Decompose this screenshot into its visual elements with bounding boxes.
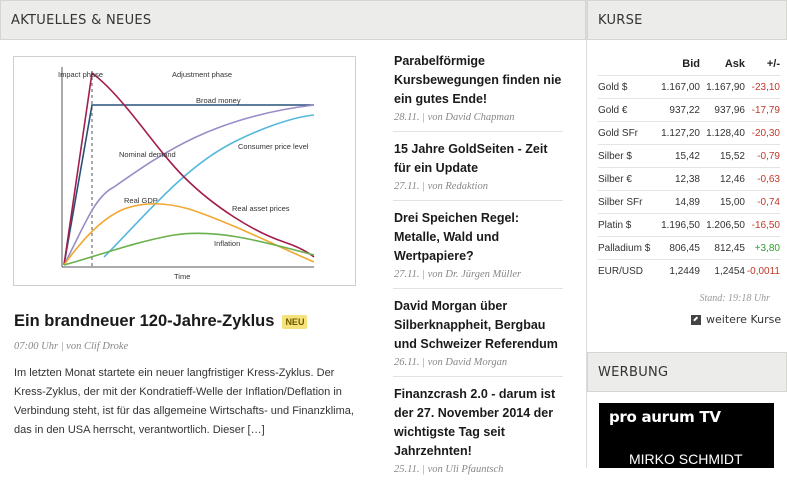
news-meta: 25.11. | von Uli Pfauntsch bbox=[394, 464, 504, 475]
featured-title[interactable]: Ein brandneuer 120-Jahre-Zyklus bbox=[14, 312, 275, 330]
news-title-link[interactable]: 15 Jahre GoldSeiten - Zeit für ein Update bbox=[394, 142, 548, 175]
header-change: +/- bbox=[766, 58, 780, 70]
ask: 937,96 bbox=[714, 104, 745, 116]
ask: 15,52 bbox=[719, 150, 745, 162]
bid: 1,2449 bbox=[669, 265, 700, 277]
change: -20,30 bbox=[751, 127, 780, 139]
ask: 1.167,90 bbox=[706, 81, 745, 93]
news-title-link[interactable]: Drei Speichen Regel: Metalle, Wald und Wertpapiere? bbox=[394, 211, 520, 263]
change: -17,79 bbox=[751, 104, 780, 116]
change: -0,79 bbox=[757, 150, 780, 162]
label-impact: Impact phase bbox=[58, 70, 104, 79]
bid: 15,42 bbox=[674, 150, 700, 162]
news-item bbox=[393, 201, 563, 289]
price-table bbox=[598, 53, 780, 282]
ad-brand: pro aurum TV bbox=[609, 408, 721, 426]
price-row[interactable] bbox=[598, 213, 780, 236]
price-table-header bbox=[598, 53, 780, 75]
bid: 1.196,50 bbox=[661, 219, 700, 231]
label-time: Time bbox=[174, 272, 191, 281]
news-meta: 28.11. | von David Chapman bbox=[394, 112, 515, 123]
news-meta: 26.11. | von David Morgan bbox=[394, 357, 508, 368]
news-item bbox=[393, 44, 563, 132]
change: -0,74 bbox=[757, 196, 780, 208]
ad-banner[interactable] bbox=[599, 403, 774, 468]
bid: 14,89 bbox=[674, 196, 700, 208]
asset-name: Platin $ bbox=[598, 219, 632, 231]
news-title-link[interactable]: Parabelförmige Kursbewegungen finden nie ein gutes Ende! bbox=[394, 54, 562, 106]
news-title-link[interactable]: David Morgan über Silberknappheit, Bergbau und Schweizer Referendum bbox=[394, 299, 558, 351]
ask: 12,46 bbox=[719, 173, 745, 185]
bid: 806,45 bbox=[669, 242, 700, 254]
label-real-asset: Real asset prices bbox=[232, 204, 290, 213]
panel-title: AKTUELLES & NEUES bbox=[0, 0, 586, 40]
external-link-icon bbox=[691, 315, 701, 325]
news-item bbox=[393, 377, 563, 483]
price-row[interactable] bbox=[598, 98, 780, 121]
more-prices-link[interactable] bbox=[691, 313, 781, 326]
header-ask: Ask bbox=[724, 58, 745, 70]
change: -0,63 bbox=[757, 173, 780, 185]
news-list bbox=[393, 44, 563, 483]
bid: 12,38 bbox=[674, 173, 700, 185]
featured-title-row bbox=[14, 312, 307, 331]
ask: 812,45 bbox=[714, 242, 745, 254]
news-meta: 27.11. | von Dr. Jürgen Müller bbox=[394, 269, 522, 280]
ask: 15,00 bbox=[719, 196, 745, 208]
werbung-title: WERBUNG bbox=[587, 352, 787, 392]
price-timestamp: Stand: 19:18 Uhr bbox=[699, 293, 770, 304]
bid: 1.127,20 bbox=[661, 127, 700, 139]
news-title-link[interactable]: Finanzcrash 2.0 - darum ist der 27. November 2014 der wichtigste Tag seit Jahrzehnten! bbox=[394, 387, 556, 458]
economic-cycle-diagram bbox=[14, 57, 355, 285]
ask: 1.206,50 bbox=[706, 219, 745, 231]
price-row[interactable] bbox=[598, 121, 780, 144]
bid: 937,22 bbox=[669, 104, 700, 116]
more-prices-label: weitere Kurse bbox=[706, 313, 782, 326]
kurse-title: KURSE bbox=[587, 0, 787, 40]
asset-name: Gold $ bbox=[598, 81, 628, 93]
asset-name: Gold € bbox=[598, 104, 628, 116]
label-inflation: Inflation bbox=[214, 239, 241, 248]
header-bid: Bid bbox=[682, 58, 700, 70]
change: +3,80 bbox=[754, 242, 780, 254]
price-row[interactable] bbox=[598, 236, 780, 259]
asset-name: EUR/USD bbox=[598, 265, 644, 277]
ask: 1.128,40 bbox=[706, 127, 745, 139]
ask: 1,2454 bbox=[714, 265, 745, 277]
asset-name: Silber € bbox=[598, 173, 632, 185]
new-badge: NEU bbox=[282, 315, 307, 329]
asset-name: Silber $ bbox=[598, 150, 632, 162]
price-row[interactable] bbox=[598, 167, 780, 190]
label-consumer-price: Consumer price level bbox=[238, 142, 309, 151]
label-nominal-demand: Nominal demand bbox=[119, 150, 176, 159]
news-meta: 27.11. | von Redaktion bbox=[394, 181, 488, 192]
price-row[interactable] bbox=[598, 144, 780, 167]
featured-excerpt: Im letzten Monat startete ein neuer langfristiger Kress-Zyklus. Der Kress-Zyklus, der mit der Kondratieff-Welle der Inflation/Deflation in Verbindung steht, ist für das allgemeine Wirtschafts- und Finanzklima, das in den USA herrscht, verantwortlich. Dieser […] bbox=[14, 367, 354, 436]
news-item bbox=[393, 289, 563, 377]
price-row[interactable] bbox=[598, 190, 780, 213]
change: -0,0011 bbox=[746, 265, 780, 277]
price-row[interactable] bbox=[598, 75, 780, 98]
news-item bbox=[393, 132, 563, 201]
price-row[interactable] bbox=[598, 259, 780, 282]
featured-meta: 07:00 Uhr | von Clif Droke bbox=[14, 341, 129, 352]
label-adjustment: Adjustment phase bbox=[172, 70, 233, 79]
label-real-gdp: Real GDP bbox=[124, 196, 158, 205]
bid: 1.167,00 bbox=[661, 81, 700, 93]
featured-image[interactable] bbox=[13, 56, 356, 286]
ad-name: MIRKO SCHMIDT bbox=[629, 451, 743, 467]
asset-name: Silber SFr bbox=[598, 196, 643, 208]
asset-name: Palladium $ bbox=[598, 242, 651, 254]
change: -16,50 bbox=[751, 219, 780, 231]
asset-name: Gold SFr bbox=[598, 127, 639, 139]
change: -23,10 bbox=[751, 81, 780, 93]
label-broad-money: Broad money bbox=[196, 96, 241, 105]
